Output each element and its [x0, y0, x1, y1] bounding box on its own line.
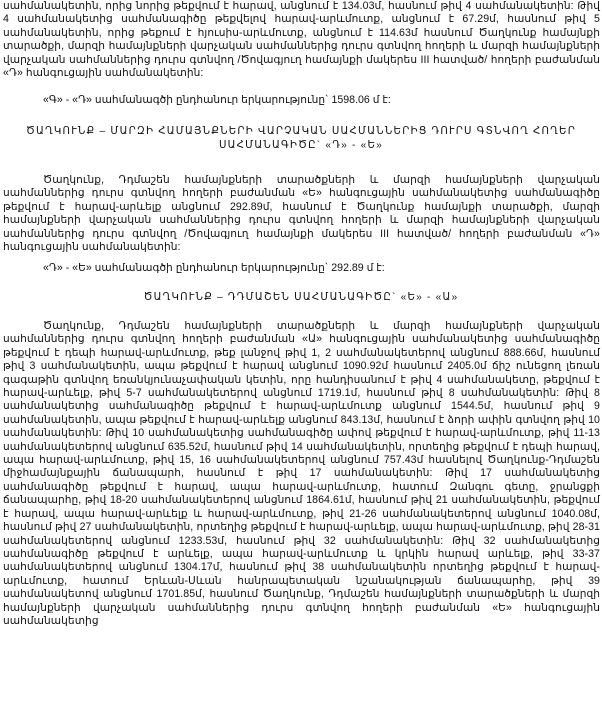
section-heading-d-e	[0, 125, 602, 153]
section-heading-e-a: ԾԱՂԿՈՒՆՔ – ԴԴՄԱՇԵՆ ՍԱՀՄԱՆԱԳԻԾԸ` «Ե» - «Ա»	[143, 292, 459, 303]
boundary-length-summary-d-e: «Դ» - «Ե» սահմանագծի ընդհանուր երկարությունը` 292.89 մ է:	[43, 262, 385, 274]
boundary-length-summary-g-d: «Գ» - «Դ» սահմանագծի ընդհանուր երկարությունը` 1598.06 մ է:	[43, 94, 391, 106]
paragraph-2-text: Ծաղկունք, Դդմաշեն համայնքների տարածքների և մարզի համայնքների վարչական սահմաններից դուրս գտնվող հողերի բաժանման «Ե» հանգուցային սահմանակետից սահմանագիծը թեքվում է հարավ-արևելք անցնում 292.89մ, հասնում է Ծաղկունք համայնքի տարածքի, մարզի համայնքների վարչական սահմաններից դուրս գտնվող հողերի և մարզի համայնքների վարչական սահմաններից դուրս գտնվող /Ծովագյուղ համայնքի մակերես III հատված/ հողերի բաժանման «Դ» հանգուցային սահմանակետին:	[3, 174, 600, 254]
boundary-paragraph-g-d-continued	[3, 0, 600, 80]
boundary-paragraph-e-a	[3, 320, 600, 628]
section-heading-d-e-line-1: ԾԱՂԿՈՒՆՔ – ՄԱՐԶԻ ՀԱՄԱՅՆՔՆԵՐԻ ՎԱՐՉԱԿԱՆ ՍԱՀՄԱՆՆԵՐԻՑ ԴՈՒՐՍ ԳՏՆՎՈՂ ՀՈՂԵՐ	[26, 126, 576, 137]
paragraph-3-text: Ծաղկունք, Դդմաշեն համայնքների տարածքների և մարզի համայնքների վարչական սահմաններից դուրս գտնվող հողերի բաժանման «Ա» հանգուցային սահմանակետից սահմանագիծը թեքվում է դեպի հարավ-արևմուտք, թեք լանջով թիվ 1, 2 սահմանակետերով անցնում 888.66մ, հասնում թիվ 3 սահմանակետին, ապա թեքվում է հարավ անցնում 1090.92մ հասնում 2405.0մ ճիշ ունեցող լեռան գագաթին գտնվող եռանկյունաչափական կետին, որը հանդիսանում է թիվ 4 սահմանակետը, թեքվում է հարավ-արևելք, թիվ 5-7 սահմանակետերով անցնում 1719.1մ, հասնում թիվ 8 սահմանակետին: Թիվ 8 սահմանակետից սահմանագիծը թեքվում է հարավ-արևմուտք անցնում 1544.5մ, հասնում թիվ 9 սահմանակետին, ապա թեքվում է հարավ-արևելք անցնում 843.13մ, հասնում է ձորի ափին գտնվող թիվ 10 սահմանակետին: Թիվ 10 սահմանակետից սահմանագիծը ափով թեքվում է հարավ-արևմուտք, թիվ 11-13 սահմանակետերով անցնում 635.52մ, հասնում թիվ 14 սահմանակետին, որտեղից թեքվում է դեպի հարավ, ապա հարավ-արևմուտք, թիվ 15, 16 սահմանակետերով անցնում 757.43մ հասնելով Ծաղկունք-Դդմաշեն միջհամայնքային ճանապարհ, հասնում է թիվ 17 սահմանակետին: Թիվ 17 սահմանակետից սահմանագիծը թեքվում է հարավ, ապա հարավ-արևմուտք, հատում Զանգու գետը, ջրանցքի ճանապարհը, թիվ 18-20 սահմանակետերով անցնում 1864.61մ, հասնում թիվ 21 սահմանակետին, թեքվում է հարավ, ապա հարավ-արևելք և հարավ-արևմուտք, թիվ 21-26 սահմանակետերով անցնում 1040.08մ, հասնում թիվ 27 սահմանակետին, որտեղից թեքվում է հարավ-արևելք, ապա հարավ-արևմուտք, թիվ 28-31 սահմանակետերով անցնում 1233.53մ, հասնում թիվ 32 սահմանակետին: Թիվ 32 սահմանակետից սահմանագիծը թեքվում է արևելք, ապա հարավ-արևմուտք և կրկին հարավ արևելք, թիվ 33-37 սահմանակետերով անցնում 1304.17մ, հասնում թիվ 38 սահմանակետին որտեղից թեքվում է հարավ-արևմուտք, հատում Երևան-Սևան հանրապետական նշանակության ճանապարհը, թիվ 39 սահմանակետով անցնում 1701.85մ, հասնում Ծաղկունք, Դդմաշեն համայնքների տարածքների և մարզի համայնքների վարչական սահմաններից դուրս գտնվող հողերի բաժանման «Ե» հանգուցային սահմանակետից	[3, 320, 600, 627]
boundary-paragraph-d-e	[3, 174, 600, 254]
section-heading-d-e-line-2: ՍԱՀՄԱՆԱԳԻԾԸ` «Դ» - «Ե»	[218, 140, 384, 151]
paragraph-1-text: սահմանակետին, որից նորից թեքվում է հարավ, անցնում է 134.03մ, հասնում թիվ 4 սահմանակետին: Թիվ 4 սահմանակետից սահմանագիծը թեքվելով հարավ-արևմուտք, անցնում է 67.29մ, հասնում թիվ 5 սահմանակետին, որից թեքում է հյուսիս-արևմուտք, անցնում է 114.63մ հասնում Ծաղկունք համայնքի տարածքի, մարզի համայնքների վարչական սահմաններից դուրս գտնվող հողերի և մարզի համայնքների վարչական սահմաններից դուրս գտնվող /Ծովագյուղ համայնքի մակերես III հատված/ հողերի բաժանման «Դ» հանգուցային սահմանակետին:	[3, 0, 600, 80]
